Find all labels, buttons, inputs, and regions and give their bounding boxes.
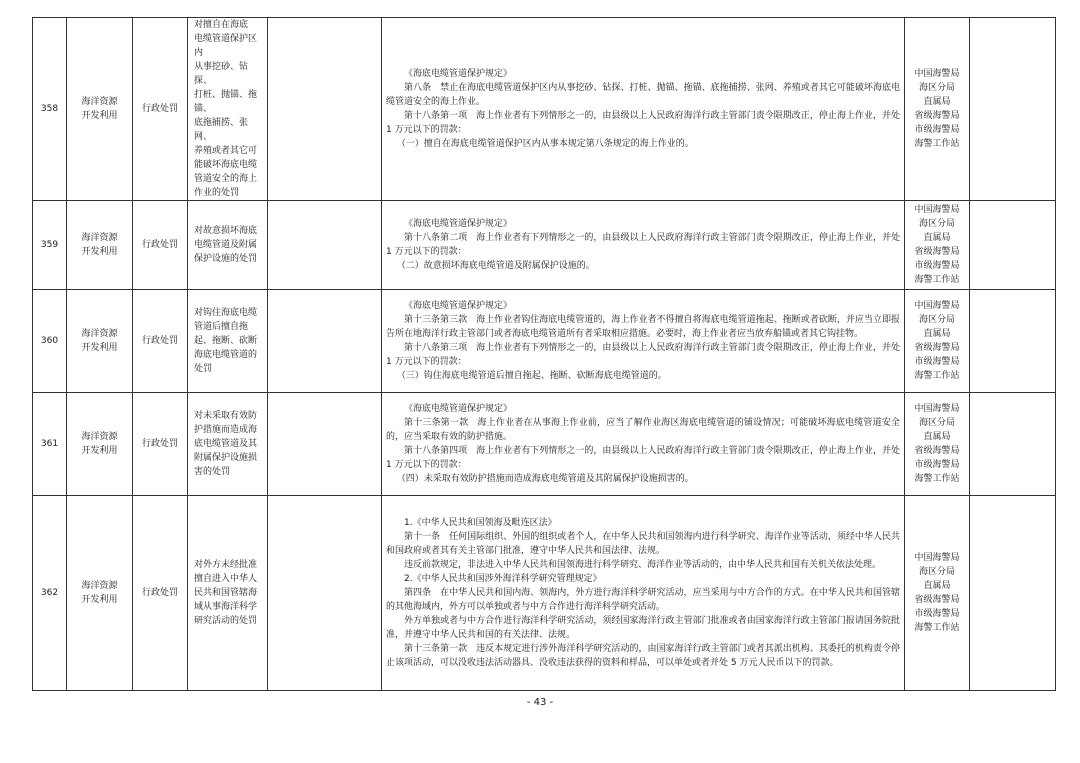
dept-line: 海警工作站 xyxy=(914,474,960,484)
implementing-dept-cell xyxy=(905,290,970,393)
matter-line: 电缆管道保护区内 xyxy=(194,34,258,58)
legal-basis-paragraph: 第十一条 任何国际组织、外国的组织或者个人，在中华人民共和国领海内进行科学研究、海洋作业等活动，须经中华人民共和国政府或者其有关主管部门批准，遵守中华人民共和国法律、法规。 xyxy=(386,532,900,556)
legal-basis-paragraph: 第十三条第三款 海上作业者钩住海底电缆管道的，海上作业者不得擅自将海底电缆管道拖起、拖断或者砍断，并应当立即报告所在地海洋行政主管部门或者海底电缆管道所有者采取相应措施。必要时，海上作业者应当放弃船锚或者其它钩挂物。 xyxy=(386,315,900,339)
category-cell xyxy=(67,290,133,393)
legal-basis-paragraph: 《海底电缆管道保护规定》 xyxy=(404,219,513,229)
matter-line: 害的处罚 xyxy=(194,467,231,477)
legal-basis-paragraph: 1.《中华人民共和国领海及毗连区法》 xyxy=(404,518,557,528)
dept-line: 市级海警局 xyxy=(914,357,960,367)
sub-item-cell xyxy=(268,201,382,290)
legal-basis-cell xyxy=(382,201,905,290)
page-number: - 43 - xyxy=(526,697,554,708)
legal-basis-paragraph: 2.《中华人民共和国涉外海洋科学研究管理规定》 xyxy=(404,574,602,584)
power-type-cell: 行政处罚 xyxy=(133,393,188,496)
row-number-cell: 362 xyxy=(33,496,67,691)
matter-line: 起、拖断、砍断 xyxy=(194,336,258,346)
remarks-cell xyxy=(970,18,1056,201)
dept-line: 中国海警局 xyxy=(914,553,960,563)
sub-item-cell xyxy=(268,290,382,393)
matter-name-cell xyxy=(188,18,268,201)
matter-line: 擅自进入中华人 xyxy=(194,574,258,584)
power-list-table xyxy=(32,17,1056,691)
implementing-dept-cell xyxy=(905,496,970,691)
matter-line: 能破坏海底电缆 xyxy=(194,160,258,170)
table-row xyxy=(33,496,1056,691)
remarks-cell xyxy=(970,290,1056,393)
dept-line: 直属局 xyxy=(923,329,951,339)
legal-basis-cell xyxy=(382,290,905,393)
row-number-cell: 359 xyxy=(33,201,67,290)
dept-line: 海警工作站 xyxy=(914,371,960,381)
legal-basis-paragraph: 第十八条第三项 海上作业者有下列情形之一的，由县级以上人民政府海洋行政主管部门责令限期改正，停止海上作业，并处 1 万元以下的罚款： xyxy=(386,343,900,367)
matter-line: 底拖捕捞、张网、 xyxy=(194,118,249,142)
dept-line: 省级海警局 xyxy=(914,343,960,353)
legal-basis-paragraph: 第十三条第一款 违反本规定进行涉外海洋科学研究活动的，由国家海洋行政主管部门或者其派出机构、其委托的机构责令停止该项活动，可以没收违法活动器具、没收违法获得的资料和样品，可以单处或者并处 5 万元人民币以下的罚款。 xyxy=(386,644,900,668)
matter-name-cell xyxy=(188,290,268,393)
matter-line: 护措施而造成海 xyxy=(194,425,258,435)
matter-line: 对故意损坏海底 xyxy=(194,226,258,236)
matter-line: 附属保护设施损 xyxy=(194,453,258,463)
legal-basis-paragraph: 外方单独或者与中方合作进行海洋科学研究活动，须经国家海洋行政主管部门批准或者由国家海洋行政主管部门报请国务院批准，并遵守中华人民共和国的有关法律、法规。 xyxy=(386,616,900,640)
table-body xyxy=(33,18,1056,691)
matter-line: 从事挖砂、钻探、 xyxy=(194,62,249,86)
dept-line: 省级海警局 xyxy=(914,446,960,456)
dept-line: 直属局 xyxy=(923,97,951,107)
row-number-cell: 360 xyxy=(33,290,67,393)
category-cell xyxy=(67,393,133,496)
dept-line: 海警工作站 xyxy=(914,275,960,285)
category-cell xyxy=(67,18,133,201)
dept-line: 海区分局 xyxy=(918,418,955,428)
implementing-dept-cell xyxy=(905,201,970,290)
dept-line: 省级海警局 xyxy=(914,111,960,121)
sub-item-cell xyxy=(268,18,382,201)
matter-line: 打桩、抛锚、拖锚、 xyxy=(194,90,258,114)
legal-basis-paragraph: 第十八条第二项 海上作业者有下列情形之一的，由县级以上人民政府海洋行政主管部门责令限期改正，停止海上作业，并处 1 万元以下的罚款： xyxy=(386,233,900,257)
category-cell xyxy=(67,201,133,290)
table-row xyxy=(33,18,1056,201)
table-row xyxy=(33,393,1056,496)
matter-line: 作业的处罚 xyxy=(194,188,240,198)
legal-basis-cell xyxy=(382,496,905,691)
legal-basis-cell xyxy=(382,18,905,201)
matter-line: 海底电缆管道的 xyxy=(194,350,258,360)
dept-line: 中国海警局 xyxy=(914,404,960,414)
category-cell xyxy=(67,496,133,691)
matter-line: 对外方未经批准 xyxy=(194,560,258,570)
matter-line: 处罚 xyxy=(194,364,213,374)
dept-line: 省级海警局 xyxy=(914,247,960,257)
matter-line: 底电缆管道及其 xyxy=(194,439,258,449)
power-type-cell: 行政处罚 xyxy=(133,18,188,201)
dept-line: 市级海警局 xyxy=(914,125,960,135)
power-type-cell: 行政处罚 xyxy=(133,290,188,393)
category-line: 开发利用 xyxy=(81,247,118,257)
category-line: 海洋资源 xyxy=(81,97,118,107)
remarks-cell xyxy=(970,393,1056,496)
legal-basis-paragraph: （四）未采取有效防护措施而造成海底电缆管道及其附属保护设施损害的。 xyxy=(396,474,694,484)
legal-basis-paragraph: （一）擅自在海底电缆管道保护区内从事本规定第八条规定的海上作业的。 xyxy=(396,139,694,149)
dept-line: 中国海警局 xyxy=(914,69,960,79)
implementing-dept-cell xyxy=(905,393,970,496)
matter-line: 对未采取有效防 xyxy=(194,411,258,421)
dept-line: 省级海警局 xyxy=(914,595,960,605)
matter-line: 域从事海洋科学 xyxy=(194,602,258,612)
dept-line: 直属局 xyxy=(923,581,951,591)
legal-basis-paragraph: 第十八条第一项 海上作业者有下列情形之一的，由县级以上人民政府海洋行政主管部门责令限期改正，停止海上作业，并处 1 万元以下的罚款： xyxy=(386,111,900,135)
category-line: 海洋资源 xyxy=(81,581,118,591)
matter-line: 对擅自在海底 xyxy=(194,20,249,30)
row-number-cell: 361 xyxy=(33,393,67,496)
dept-line: 海警工作站 xyxy=(914,139,960,149)
legal-basis-paragraph: 第十八条第四项 海上作业者有下列情形之一的，由县级以上人民政府海洋行政主管部门责令限期改正，停止海上作业，并处 1 万元以下的罚款： xyxy=(386,446,900,470)
legal-basis-paragraph: 《海底电缆管道保护规定》 xyxy=(404,69,513,79)
matter-name-cell xyxy=(188,496,268,691)
category-line: 开发利用 xyxy=(81,595,118,605)
sub-item-cell xyxy=(268,496,382,691)
matter-line: 研究活动的处罚 xyxy=(194,616,258,626)
matter-name-cell xyxy=(188,201,268,290)
dept-line: 中国海警局 xyxy=(914,205,960,215)
remarks-cell xyxy=(970,496,1056,691)
matter-line: 民共和国管辖海 xyxy=(194,588,258,598)
power-type-cell: 行政处罚 xyxy=(133,496,188,691)
legal-basis-paragraph: （二）故意损坏海底电缆管道及附属保护设施的。 xyxy=(396,261,595,271)
dept-line: 海区分局 xyxy=(918,83,955,93)
legal-basis-paragraph: 违反前款规定，非法进入中华人民共和国领海进行科学研究、海洋作业等活动的，由中华人民共和国有关机关依法处理。 xyxy=(404,560,882,570)
category-line: 海洋资源 xyxy=(81,432,118,442)
dept-line: 市级海警局 xyxy=(914,460,960,470)
power-type-cell: 行政处罚 xyxy=(133,201,188,290)
matter-line: 对钩住海底电缆 xyxy=(194,308,258,318)
implementing-dept-cell xyxy=(905,18,970,201)
dept-line: 市级海警局 xyxy=(914,261,960,271)
category-line: 海洋资源 xyxy=(81,329,118,339)
dept-line: 海区分局 xyxy=(918,219,955,229)
category-line: 海洋资源 xyxy=(81,233,118,243)
table-row xyxy=(33,201,1056,290)
matter-line: 管道安全的海上 xyxy=(194,174,258,184)
legal-basis-paragraph: 第十三条第一款 海上作业者在从事海上作业前，应当了解作业海区海底电缆管道的铺设情况；可能破坏海底电缆管道安全的，应当采取有效的防护措施。 xyxy=(386,418,900,442)
matter-line: 电缆管道及附属 xyxy=(194,240,258,250)
dept-line: 海区分局 xyxy=(918,567,955,577)
dept-line: 海警工作站 xyxy=(914,623,960,633)
dept-line: 直属局 xyxy=(923,233,951,243)
dept-line: 直属局 xyxy=(923,432,951,442)
dept-line: 市级海警局 xyxy=(914,609,960,619)
matter-name-cell xyxy=(188,393,268,496)
legal-basis-paragraph: 第四条 在中华人民共和国内海、领海内，外方进行海洋科学研究活动，应当采用与中方合作的方式。在中华人民共和国管辖的其他海域内，外方可以单独或者与中方合作进行海洋科学研究活动。 xyxy=(386,588,900,612)
sub-item-cell xyxy=(268,393,382,496)
legal-basis-paragraph: 《海底电缆管道保护规定》 xyxy=(404,301,513,311)
dept-line: 海区分局 xyxy=(918,315,955,325)
legal-basis-cell xyxy=(382,393,905,496)
category-line: 开发利用 xyxy=(81,343,118,353)
legal-basis-paragraph: 第八条 禁止在海底电缆管道保护区内从事挖砂、钻探、打桩、抛锚、拖锚、底拖捕捞、张网、养殖或者其它可能破坏海底电缆管道安全的海上作业。 xyxy=(386,83,900,107)
matter-line: 管道后擅自拖 xyxy=(194,322,249,332)
matter-line: 保护设施的处罚 xyxy=(194,254,258,264)
table-row xyxy=(33,290,1056,393)
dept-line: 中国海警局 xyxy=(914,301,960,311)
row-number-cell: 358 xyxy=(33,18,67,201)
legal-basis-paragraph: （三）钩住海底电缆管道后擅自拖起、拖断、砍断海底电缆管道的。 xyxy=(396,371,667,381)
matter-line: 养殖或者其它可 xyxy=(194,146,258,156)
category-line: 开发利用 xyxy=(81,446,118,456)
remarks-cell xyxy=(970,201,1056,290)
legal-basis-paragraph: 《海底电缆管道保护规定》 xyxy=(404,404,513,414)
category-line: 开发利用 xyxy=(81,111,118,121)
